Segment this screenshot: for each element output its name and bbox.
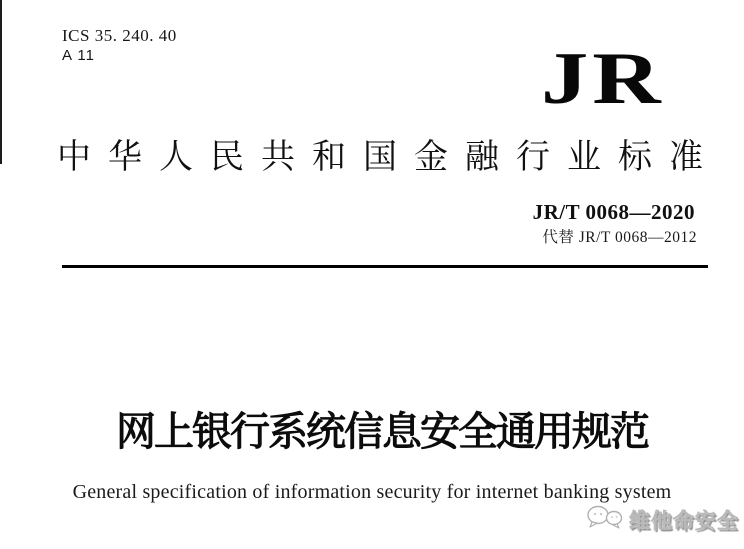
- header-title: [57, 139, 703, 176]
- classification-code: A 11: [62, 47, 95, 64]
- header-char: 标: [618, 138, 652, 176]
- header-char: 国: [363, 138, 397, 176]
- header-rule: [62, 265, 708, 268]
- header-char: 共: [261, 138, 295, 176]
- header-char: 金: [414, 138, 448, 176]
- scan-edge-line: [0, 0, 2, 164]
- header-char: 准: [669, 138, 703, 176]
- ics-code: ICS 35. 240. 40: [62, 26, 177, 45]
- header-char: 华: [108, 138, 142, 176]
- header-char: 民: [210, 138, 244, 176]
- document-title-chinese: 网上银行系统信息安全通用规范: [116, 410, 648, 454]
- standard-number: JR/T 0068—2020: [532, 200, 695, 224]
- header-char: 业: [567, 138, 601, 176]
- document-title-english: General specification of information security for internet banking system: [72, 481, 672, 503]
- chat-bubbles-icon: [586, 504, 624, 536]
- replaces-note: 代替 JR/T 0068—2012: [542, 229, 697, 246]
- jr-logo: JR: [540, 38, 664, 120]
- header-char: 和: [312, 138, 346, 176]
- watermark-label: 维他命安全: [629, 510, 739, 533]
- header-char: 融: [465, 138, 499, 176]
- header-char: 行: [516, 138, 550, 176]
- header-char: 人: [159, 138, 193, 176]
- header-char: 中: [57, 138, 91, 176]
- watermark: [586, 504, 739, 536]
